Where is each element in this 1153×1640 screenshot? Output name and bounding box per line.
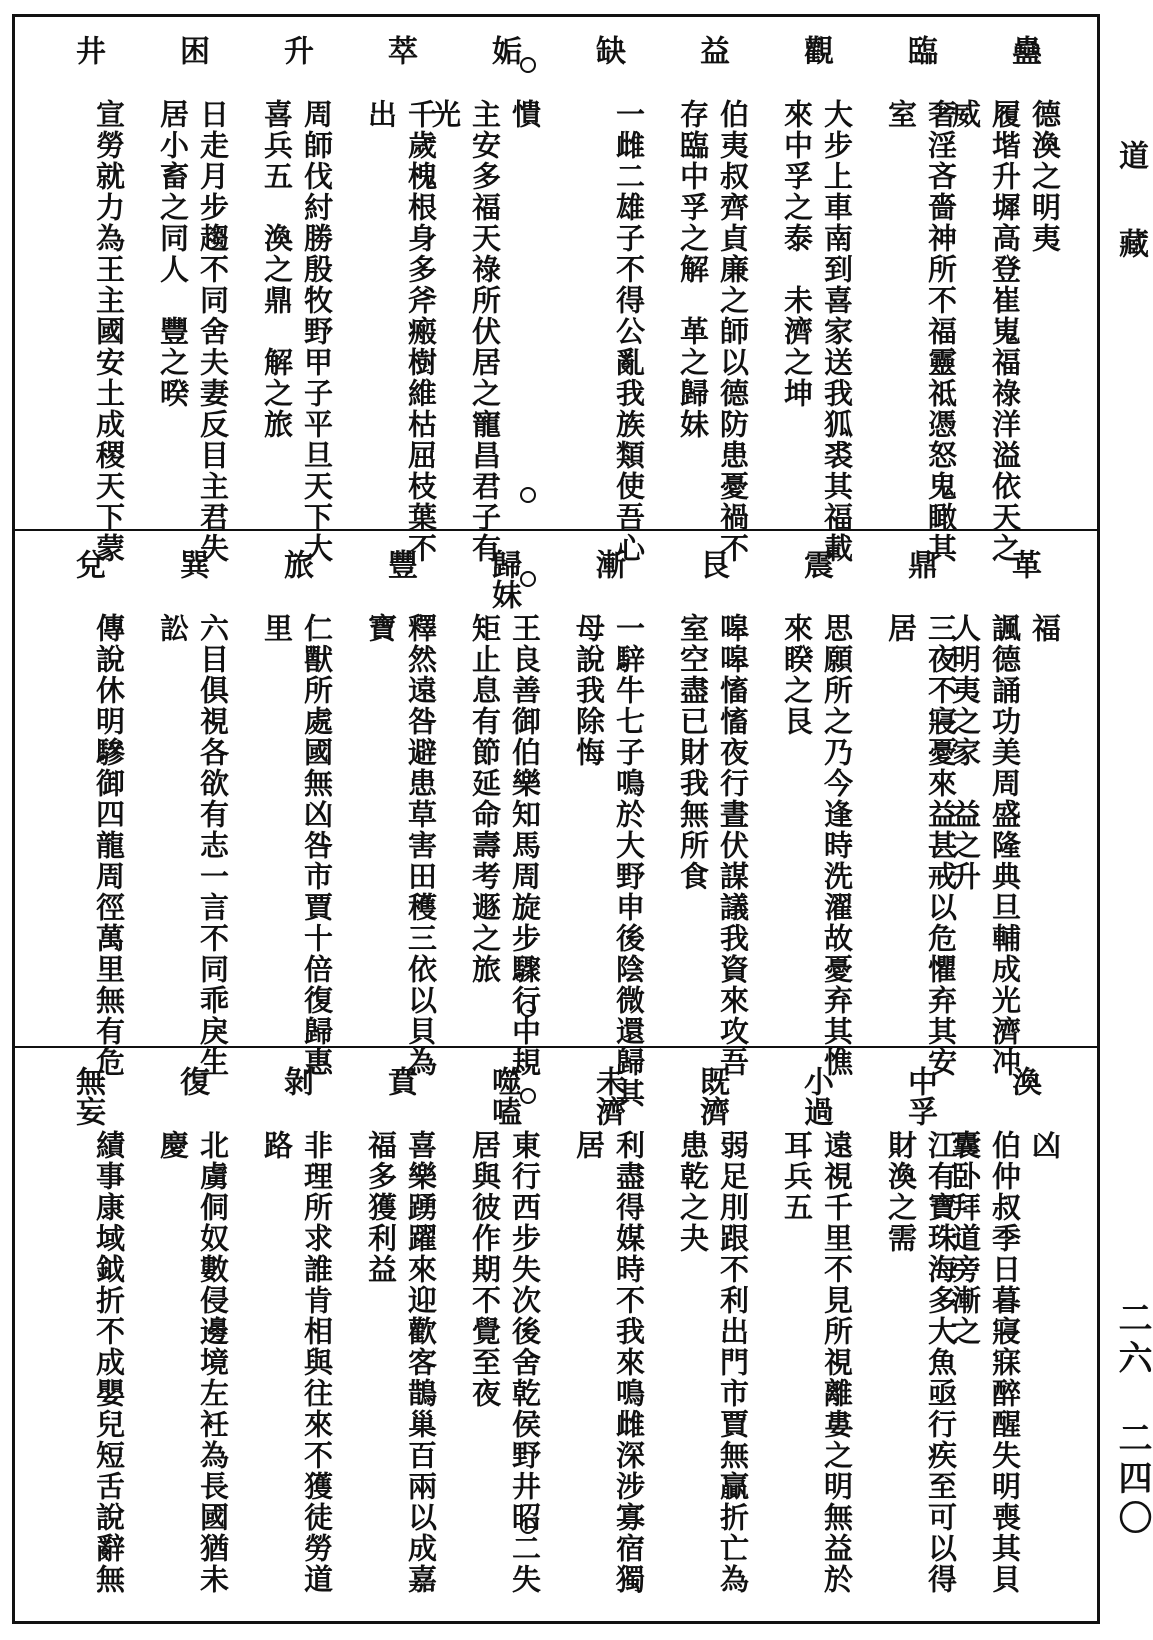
entry-column xyxy=(253,531,337,1078)
entry-column xyxy=(253,1048,337,1621)
section-marker-circle-icon xyxy=(520,571,536,587)
verse-line: 財渙之需 xyxy=(884,1130,918,1254)
hexagram-heading: 既濟 xyxy=(694,1066,729,1126)
entry-column xyxy=(357,17,441,564)
section-marker-circle-icon xyxy=(520,1088,536,1104)
entry-column xyxy=(45,17,129,564)
verse-line: 寶 xyxy=(364,613,398,644)
entry-column xyxy=(948,531,1065,1078)
entry-column xyxy=(948,1048,1065,1621)
verse-line: 績事康域鉞折不成嬰兒短舌說辭無 xyxy=(92,1130,126,1595)
text-band-upper xyxy=(15,17,1097,564)
entry-column xyxy=(149,1048,233,1621)
verse-lines xyxy=(253,1130,337,1593)
verse-line: 一雌二雄子不得公亂我族類使吾心 xyxy=(612,99,646,564)
verse-line: 德渙之明夷 xyxy=(1028,99,1062,254)
entry-column xyxy=(149,17,233,564)
verse-line: 奢淫吝嗇神所不福靈祗憑怒鬼瞰其 xyxy=(924,99,958,564)
entry-column xyxy=(149,531,233,1078)
verse-lines xyxy=(461,613,545,1078)
hexagram-heading: 困 xyxy=(174,35,209,65)
verse-line: 路 xyxy=(260,1130,294,1161)
hexagram-heading: 觀 xyxy=(798,35,833,65)
verse-lines xyxy=(253,99,337,564)
verse-line: 威 xyxy=(948,99,982,130)
verse-line: 傳說休明驂御四龍周徑萬里無有危 xyxy=(92,613,126,1078)
verse-line: 訟 xyxy=(156,613,190,644)
verse-line: 大步上車南到喜家送我狐裘其福載 xyxy=(820,99,854,564)
hexagram-heading: 小過 xyxy=(798,1066,833,1126)
verse-line: 利盡得媒時不我來鳴雌深涉寡宿獨 xyxy=(612,1130,646,1595)
verse-lines xyxy=(45,613,129,1078)
verse-line: 千歲槐根身多斧瘢樹維枯屈枝葉不 xyxy=(404,99,438,564)
entry-column xyxy=(565,17,649,564)
entry-column xyxy=(877,531,961,1078)
section-marker-circle-icon xyxy=(520,487,536,503)
verse-lines xyxy=(948,99,1065,564)
hexagram-heading: 未濟 xyxy=(590,1066,625,1126)
verse-lines xyxy=(877,99,961,564)
verse-lines xyxy=(877,613,961,1078)
hexagram-heading: 蠱 xyxy=(1006,35,1041,65)
hexagram-heading: 復 xyxy=(174,1066,209,1096)
hexagram-heading: 歸妹 xyxy=(486,549,521,609)
verse-line: 母說我除悔 xyxy=(572,613,606,768)
verse-lines xyxy=(357,1130,441,1593)
entry-column xyxy=(45,1048,129,1621)
verse-lines xyxy=(428,99,545,564)
hexagram-heading: 升 xyxy=(278,35,313,65)
entry-column xyxy=(45,531,129,1078)
verse-line: 釋然遠咎避患草害田穫三依以貝為 xyxy=(404,613,438,1078)
entry-column xyxy=(877,1048,961,1621)
verse-line: 居 xyxy=(884,613,918,644)
entry-column xyxy=(357,531,441,1078)
entry-column xyxy=(253,17,337,564)
section-marker-circle-icon xyxy=(520,1518,536,1534)
verse-lines xyxy=(565,99,649,564)
entry-column xyxy=(773,17,857,564)
verse-line: 憒 xyxy=(508,99,542,130)
section-marker-circle-icon xyxy=(520,57,536,73)
verse-lines xyxy=(45,99,129,564)
verse-line: 諷德誦功美周盛隆典旦輔成光濟冲 xyxy=(988,613,1022,1078)
hexagram-heading: 兌 xyxy=(70,549,105,579)
verse-lines xyxy=(669,1130,753,1593)
verse-line: 東行西步失次後舍乾侯野井昭二失 xyxy=(508,1130,542,1595)
verse-lines xyxy=(565,1130,649,1593)
hexagram-heading: 渙 xyxy=(1006,1066,1041,1096)
verse-lines xyxy=(669,99,753,564)
verse-lines xyxy=(773,1130,857,1593)
verse-line: 日走月步趨不同舍夫妻反目主君失 xyxy=(196,99,230,564)
hexagram-heading: 漸 xyxy=(590,549,625,579)
entry-column xyxy=(773,531,857,1078)
entry-column xyxy=(948,17,1065,564)
verse-line: 里 xyxy=(260,613,294,644)
hexagram-heading: 豐 xyxy=(382,549,417,579)
hexagram-heading: 益 xyxy=(694,35,729,65)
page-frame xyxy=(12,14,1100,1624)
entry-column xyxy=(669,531,753,1078)
verse-lines xyxy=(149,1130,233,1593)
verse-line: 居與彼作期不覺至夜 xyxy=(468,1130,502,1409)
verse-line: 凶 xyxy=(1028,1130,1062,1161)
verse-line: 喜兵五 渙之鼎 解之旅 xyxy=(260,99,294,440)
verse-line: 非理所求誰肯相與往來不獲徒勞道 xyxy=(300,1130,334,1595)
entry-column xyxy=(773,1048,857,1621)
verse-line: 福多獲利益 xyxy=(364,1130,398,1285)
hexagram-heading: 中孚 xyxy=(902,1066,937,1126)
hexagram-heading: 震 xyxy=(798,549,833,579)
verse-line: 伯夷叔齊貞廉之師以德防患憂禍不 xyxy=(716,99,750,564)
verse-line: 福 xyxy=(1028,613,1062,644)
section-marker-circle-icon xyxy=(520,1001,536,1017)
verse-lines xyxy=(669,613,753,1078)
verse-line: 來中孚之泰 未濟之坤 xyxy=(780,99,814,409)
verse-lines xyxy=(773,613,857,1078)
verse-lines xyxy=(357,99,441,564)
verse-lines xyxy=(773,99,857,564)
verse-line: 思願所之乃今逢時洗濯故憂弃其憔 xyxy=(820,613,854,1078)
hexagram-heading: 鼎 xyxy=(902,549,937,579)
verse-line: 室 xyxy=(884,99,918,130)
page-number: 二六 二四〇 xyxy=(1112,1300,1152,1540)
verse-line: 六目俱視各欲有志一言不同乖戾生 xyxy=(196,613,230,1078)
verse-lines xyxy=(253,613,337,1078)
side-title: 道 藏 xyxy=(1113,140,1148,272)
hexagram-heading: 萃 xyxy=(382,35,417,65)
verse-line: 遠視千里不見所視離婁之明無益於 xyxy=(820,1130,854,1595)
entry-column xyxy=(669,1048,753,1621)
verse-lines xyxy=(877,1130,961,1593)
verse-lines xyxy=(45,1130,129,1593)
hexagram-heading: 艮 xyxy=(694,549,729,579)
verse-line: 王良善御伯樂知馬周旋步驟行中規 xyxy=(508,613,542,1078)
verse-line: 周師伐紂勝殷牧野甲子平旦天下大 xyxy=(300,99,334,564)
verse-line: 弱足刖跟不利出門市賈無贏折亡為 xyxy=(716,1130,750,1595)
verse-line: 出 xyxy=(364,99,398,130)
verse-line: 居 xyxy=(572,1130,606,1161)
hexagram-heading: 缺 xyxy=(590,35,625,65)
verse-line: 矩止息有節延命壽考遯之旅 xyxy=(468,613,502,985)
verse-line: 宣勞就力為王主國安土成稷天下蒙 xyxy=(92,99,126,564)
verse-line: 室空盡已財我無所食 xyxy=(676,613,710,892)
verse-line: 居小畜之同人 豐之暌 xyxy=(156,99,190,409)
hexagram-heading: 噬嗑 xyxy=(486,1066,521,1126)
entry-column xyxy=(669,17,753,564)
verse-lines xyxy=(948,613,1065,1078)
verse-line: 北虜侗奴數侵邊境左衽為長國猶未 xyxy=(196,1130,230,1595)
entry-column xyxy=(461,531,545,1078)
verse-lines xyxy=(149,99,233,564)
verse-lines xyxy=(357,613,441,1078)
verse-lines xyxy=(948,1130,1065,1595)
hexagram-heading: 姤 xyxy=(486,35,521,65)
verse-line: 一騂牛七子鳴於大野申後陰微還歸其 xyxy=(612,613,646,1109)
entry-column xyxy=(428,17,545,564)
verse-line: 來睽之艮 xyxy=(780,613,814,737)
hexagram-heading: 剝 xyxy=(278,1066,313,1096)
verse-line: 光 xyxy=(428,99,462,130)
verse-lines xyxy=(149,613,233,1078)
hexagram-heading: 賁 xyxy=(382,1066,417,1096)
verse-line: 耳兵五 xyxy=(780,1130,814,1223)
verse-line: 江有寶珠海多大魚亟行疾至可以得 xyxy=(924,1130,958,1595)
entry-column xyxy=(565,1048,649,1621)
hexagram-heading: 旅 xyxy=(278,549,313,579)
verse-line: 囊卧拜道旁漸之 xyxy=(948,1130,982,1347)
verse-line: 人明夷之家 益之升 xyxy=(948,613,982,892)
verse-line: 仁獸所處國無凶咎市賈十倍復歸惠 xyxy=(300,613,334,1078)
verse-line: 三夜不寢憂來益甚戒以危懼弃其安 xyxy=(924,613,958,1078)
hexagram-heading: 井 xyxy=(70,35,105,65)
entry-column xyxy=(877,17,961,564)
verse-line: 履堦升墀高登崔嵬福祿洋溢依天之 xyxy=(988,99,1022,564)
verse-line: 伯仲叔季日暮寢寐醉醒失明喪其貝 xyxy=(988,1130,1022,1595)
hexagram-heading: 革 xyxy=(1006,549,1041,579)
entry-column xyxy=(461,1048,545,1621)
hexagram-heading: 無妄 xyxy=(70,1066,105,1126)
hexagram-heading: 巽 xyxy=(174,549,209,579)
hexagram-heading: 臨 xyxy=(902,35,937,65)
text-band-lower xyxy=(15,1046,1097,1621)
verse-line: 存臨中孚之解 革之歸妹 xyxy=(676,99,710,440)
verse-line: 慶 xyxy=(156,1130,190,1161)
entry-column xyxy=(357,1048,441,1621)
verse-line: 主安多福天祿所伏居之寵昌君子有 xyxy=(468,99,502,564)
verse-line: 患乾之夬 xyxy=(676,1130,710,1254)
verse-line: 喜樂踴躍來迎歡客鵲巢百兩以成嘉 xyxy=(404,1130,438,1595)
verse-line: 嗥嗥慉慉夜行晝伏謀議我資來攻吾 xyxy=(716,613,750,1078)
